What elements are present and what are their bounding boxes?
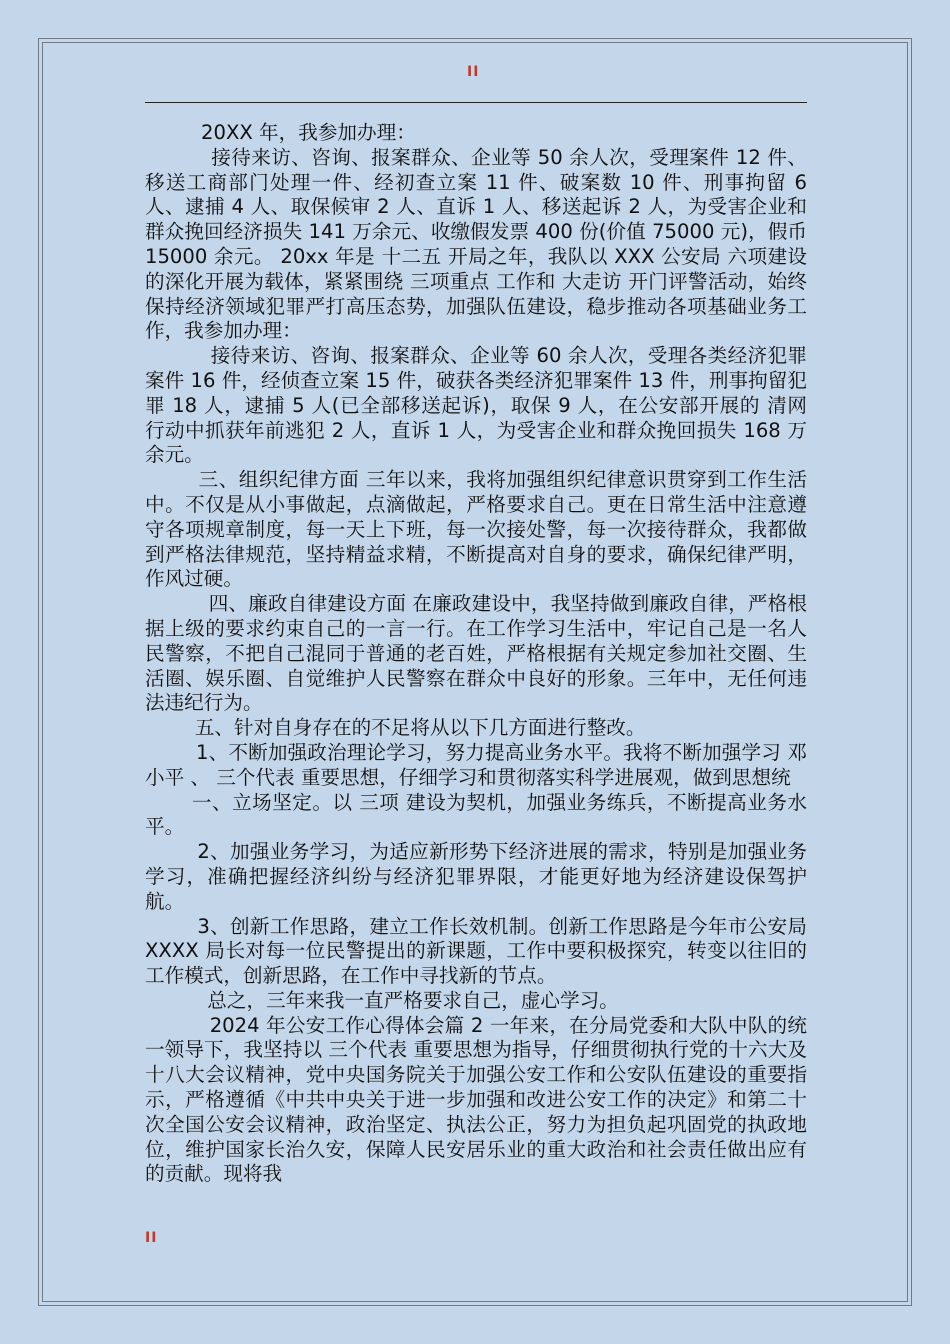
header-mark: II bbox=[467, 64, 480, 80]
paragraph: 2024 年公安工作心得体会篇 2 一年来，在分局党委和大队中队的统一领导下，我坚持以 三个代表 重要思想为指导，仔细贯彻执行党的十六大及十八大会议精神，党中央国务院关于加强公安工作和公安队伍建设的重要指示，严格遵循《中共中央关于进一步加强和改进公安工作的决定》和第二十次全国公安会议精神，政治坚定、执法公正，努力为担负起巩固党的执政地位，维护国家长治久安，保障人民安居乐业的重大政治和社会责任做出应有的贡献。现将我 bbox=[145, 1013, 807, 1186]
paragraph: 总之，三年来我一直严格要求自己，虚心学习。 bbox=[145, 988, 619, 1012]
footer-mark: II bbox=[145, 1230, 158, 1246]
document-body bbox=[145, 121, 807, 1187]
paragraph: 2、加强业务学习，为适应新形势下经济进展的需求，特别是加强业务学习，准确把握经济纠纷与经济犯罪界限，才能更好地为经济建设保驾护航。 bbox=[145, 840, 807, 913]
paragraph: 接待来访、咨询、报案群众、企业等 60 余人次，受理各类经济犯罪案件 16 件，经侦查立案 15 件，破获各类经济犯罪案件 13 件，刑事拘留犯罪 18 人，逮捕 5 人(已全部移送起诉)，取保 9 人，在公安部开展的 清网 行动中抓获年前逃犯 2 人，直诉 1 人，为受害企业和群众挽回损失 168 万余元。 bbox=[145, 344, 807, 467]
paragraph: 1、不断加强政治理论学习，努力提高业务水平。我将不断加强学习 邓小平 、 三个代表 重要思想，仔细学习和贯彻落实科学进展观，做到思想统 bbox=[145, 740, 807, 789]
header-rule bbox=[145, 102, 807, 103]
paragraph: 三、组织纪律方面 三年以来，我将加强组织纪律意识贯穿到工作生活中。不仅是从小事做起，点滴做起，严格要求自己。更在日常生活中注意遵守各项规章制度，每一天上下班，每一次接处警，每一次接待群众，我都做到严格法律规范，坚持精益求精，不断提高对自身的要求，确保纪律严明，作风过硬。 bbox=[145, 468, 807, 591]
paragraph: 3、创新工作思路，建立工作长效机制。创新工作思路是今年市公安局 XXXX 局长对每一位民警提出的新课题，工作中要积极探究，转变以往旧的工作模式，创新思路，在工作中寻找新的节点。 bbox=[145, 914, 807, 988]
paragraph: 20XX 年，我参加办理： bbox=[145, 121, 416, 144]
paragraph: 四、廉政自律建设方面 在廉政建设中，我坚持做到廉政自律，严格根据上级的要求约束自己的一言一行。在工作学习生活中，牢记自己是一名人民警察，不把自己混同于普通的老百姓，严格根据有关规定参加社交圈、生活圈、娱乐圈、自觉维护人民警察在群众中良好的形象。三年中，无任何违法违纪行为。 bbox=[145, 592, 807, 715]
paragraph: 五、针对自身存在的不足将从以下几方面进行整改。 bbox=[145, 716, 646, 740]
paragraph: 接待来访、咨询、报案群众、企业等 50 余人次，受理案件 12 件、移送工商部门处理一件、经初查立案 11 件、破案数 10 件、刑事拘留 6 人、逮捕 4 人、取保候审 2 人、直诉 1 人、移送起诉 2 人，为受害企业和群众挽回经济损失 141 万余元、收缴假发票 400 份(价值 75000 元)，假币 15000 余元。 20xx 年是 十二五 开局之年，我队以 XXX 公安局 六项建设 的深化开展为载体，紧紧围绕 三项重点 工作和 大走访 开门评警活动，始终保持经济领域犯罪严打高压态势，加强队伍建设，稳步推动各项基础业务工作，我参加办理： bbox=[145, 145, 807, 343]
paragraph: 一、立场坚定。以 三项 建设为契机，加强业务练兵，不断提高业务水平。 bbox=[145, 790, 807, 839]
